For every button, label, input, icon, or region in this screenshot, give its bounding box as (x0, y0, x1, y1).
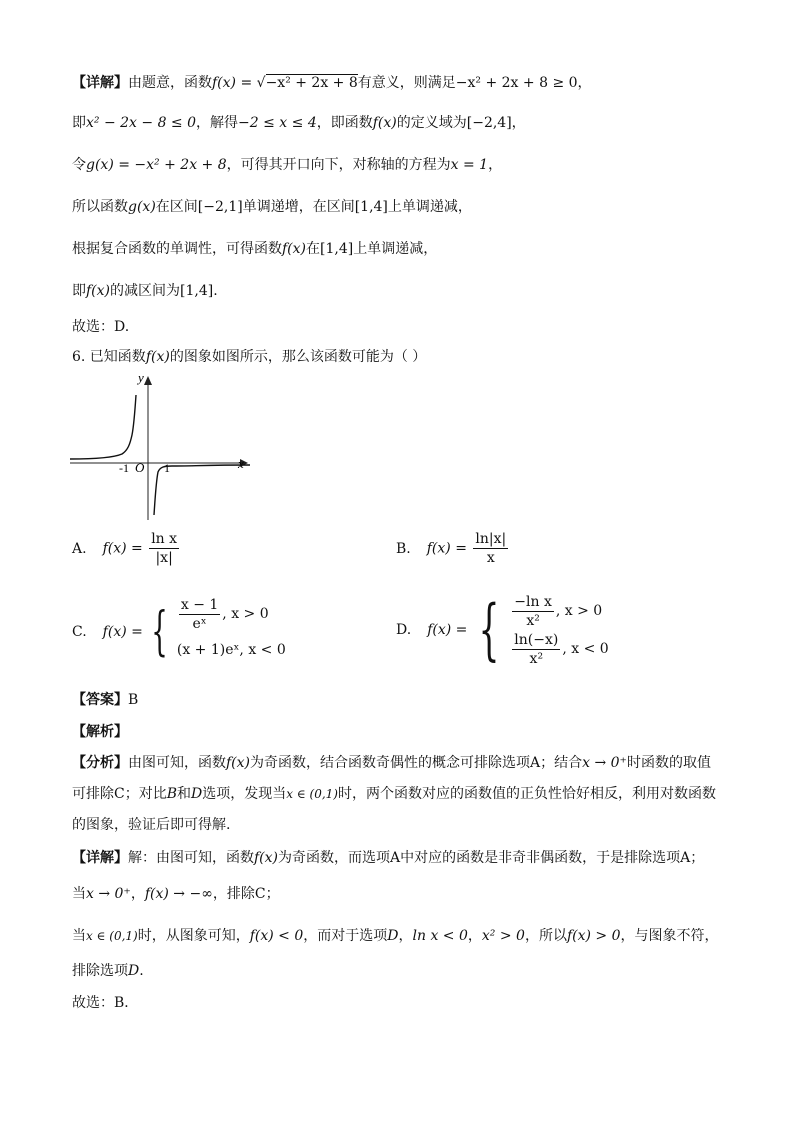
tick-neg1: -1 (119, 461, 129, 475)
conclusion-d: 故选：D. (72, 319, 130, 335)
fenxi-line-3: 的图象，验证后即可得解. (72, 817, 231, 833)
fraction (149, 530, 179, 567)
math: ln x < 0 (412, 928, 468, 944)
fraction (473, 530, 508, 567)
math: f(x) (86, 283, 111, 299)
piece-2: (x + 1)eˣ, x < 0 (176, 642, 286, 658)
math: f(x) (145, 349, 170, 365)
detail-tag: 【详解】 (72, 75, 128, 91)
text: 即 (72, 115, 86, 131)
radicand: −x² + 2x + 8 (265, 75, 358, 91)
text: 的减区间为 (110, 283, 181, 299)
detail-line-2 (72, 884, 280, 904)
origin-label: O (135, 460, 145, 475)
denominator: eˣ (192, 615, 207, 632)
piecewise (176, 596, 286, 664)
text: ，解得 (196, 115, 239, 131)
math: −x² + 2x + 8 ≥ 0， (455, 75, 592, 91)
y-axis-label: y (138, 370, 144, 385)
numerator: ln(−x) (514, 631, 559, 648)
numerator: ln x (151, 531, 178, 547)
math: B (166, 786, 178, 802)
math: D (387, 928, 399, 944)
conclusion-b: 故选：B． (72, 995, 139, 1011)
condition: , x > 0 (222, 606, 269, 622)
math: g(x) (128, 199, 156, 215)
option-b (396, 530, 510, 567)
text: ，排除C； (212, 886, 280, 902)
text: 当 (72, 886, 86, 902)
text: 可排除C；对比 (72, 786, 167, 802)
option-d (396, 592, 609, 668)
text: 所以函数 (72, 199, 128, 215)
text: 排除选项 (72, 963, 128, 979)
analysis-heading: 【解析】 (72, 724, 128, 740)
text: 的定义域为 (396, 115, 467, 131)
function-graph (70, 370, 250, 520)
math: f(x) = (426, 540, 467, 557)
math: [1,4] (354, 199, 388, 215)
answer-tag: 【答案】 (72, 692, 128, 708)
fraction (512, 593, 554, 630)
text: 即 (72, 283, 86, 299)
math: [1,4] (320, 241, 354, 257)
text: ， (488, 157, 503, 173)
text: 由图可知，函数 (128, 755, 226, 771)
detail-line-1 (72, 848, 704, 868)
text: 为奇函数，结合函数奇偶性的概念可排除选项A；结合 (250, 755, 583, 771)
denominator: |x| (155, 550, 173, 566)
condition: , x > 0 (555, 603, 603, 619)
fenxi-line-1 (72, 753, 711, 773)
numerator: x − 1 (180, 596, 219, 613)
text: 时，从图象可知， (137, 928, 250, 944)
answer-value: B (128, 692, 139, 708)
text: ， (130, 886, 145, 902)
fraction (512, 631, 560, 668)
text: ，可得其开口向下，对称轴的方程为 (226, 157, 451, 173)
text: 在 (306, 241, 321, 257)
math: f(x) = (102, 540, 143, 557)
numerator: −ln x (514, 593, 552, 610)
sqrt-symbol: √ (256, 75, 266, 91)
text: 时，两个函数对应的函数值的正负性恰好相反，利用对数函数 (337, 786, 716, 802)
fenxi-tag: 【分析】 (72, 755, 128, 771)
text: 为奇函数，而选项A中对应的函数是非奇非偶函数，于是排除选项A； (278, 850, 705, 866)
math: x = 1 (450, 157, 489, 173)
paragraph-detail-3 (72, 155, 502, 175)
math: f(x) > 0 (566, 928, 621, 944)
text: 根据复合函数的单调性，可得函数 (72, 241, 282, 257)
math: x ∈ (0,1) (286, 787, 338, 801)
math: f(x) (372, 115, 397, 131)
option-c (72, 596, 286, 664)
paragraph-detail-4 (72, 197, 472, 217)
math: x → 0⁺ (582, 755, 627, 771)
text: 单调递增，在区间 (242, 199, 355, 215)
numerator: ln|x| (475, 531, 507, 547)
text: ，与图象不符， (620, 928, 719, 944)
math: [1,4] (180, 283, 214, 299)
text: 和 (177, 786, 192, 802)
paragraph-detail-2 (72, 113, 526, 133)
text: 有意义，则满足 (357, 75, 456, 91)
brace-icon: { (478, 591, 500, 668)
denominator: x (486, 550, 495, 566)
math: −2 ≤ x ≤ 4 (238, 115, 317, 131)
paragraph-detail-6 (72, 281, 218, 301)
paragraph-detail-1 (72, 73, 592, 93)
math: g(x) = −x² + 2x + 8 (86, 157, 227, 173)
math: [−2,1] (197, 199, 243, 215)
y-axis-arrow-icon (144, 376, 152, 385)
math: f(x) = (102, 624, 143, 640)
option-label: D. (396, 622, 412, 638)
condition: , x < 0 (562, 641, 609, 657)
math: D (191, 786, 203, 802)
text: 上单调递减， (387, 199, 472, 215)
question-6 (72, 347, 426, 367)
math: [−2,4] (466, 115, 512, 131)
x-axis-label: x (238, 456, 244, 471)
text: 6. 已知函数 (72, 349, 146, 365)
text: ，所以 (524, 928, 567, 944)
piecewise (510, 592, 608, 668)
text: 选项，发现当 (202, 786, 287, 802)
denominator: x² (529, 650, 544, 667)
math: f(x) (226, 755, 251, 771)
math: f(x) < 0 (249, 928, 304, 944)
text: 时函数的取值 (626, 755, 711, 771)
math: x → 0⁺ (86, 886, 131, 902)
text: 的图象如图所示，那么该函数可能为（ ） (169, 349, 427, 365)
text: 令 (72, 157, 86, 173)
tick-1: 1 (164, 461, 170, 475)
text: ， (511, 115, 526, 131)
option-label: B. (396, 540, 411, 557)
text: . (213, 283, 218, 299)
fenxi-line-2 (72, 784, 716, 804)
denominator: x² (526, 612, 540, 629)
text: 由题意，函数 (128, 75, 212, 91)
curve-left (70, 395, 136, 459)
text: ， (398, 928, 413, 944)
text: 当 (72, 928, 86, 944)
answer (72, 690, 138, 710)
math: f(x) = (427, 622, 468, 638)
math: f(x) (254, 850, 279, 866)
math: x ∈ (0,1) (86, 929, 138, 943)
text: 在区间 (155, 199, 198, 215)
brace-icon: { (151, 602, 169, 662)
math: x² > 0 (481, 928, 525, 944)
text: 上单调递减， (353, 241, 438, 257)
text: ，即函数 (316, 115, 373, 131)
math: f(x) = (212, 75, 257, 91)
option-a (72, 530, 181, 567)
option-label: A. (72, 540, 87, 557)
math: x² − 2x − 8 ≤ 0 (86, 115, 197, 131)
detail-tag: 【详解】 (72, 850, 128, 866)
math: D (128, 963, 140, 979)
option-label: C. (72, 624, 87, 640)
text: ， (467, 928, 482, 944)
paragraph-detail-5 (72, 239, 437, 259)
text: 解：由图可知，函数 (128, 850, 254, 866)
text: ，而对于选项 (303, 928, 388, 944)
detail-line-3 (72, 926, 719, 946)
detail-line-4 (72, 961, 144, 981)
math: f(x) → −∞ (144, 886, 213, 902)
fraction (179, 596, 220, 633)
text: . (139, 963, 144, 979)
math: f(x) (282, 241, 307, 257)
